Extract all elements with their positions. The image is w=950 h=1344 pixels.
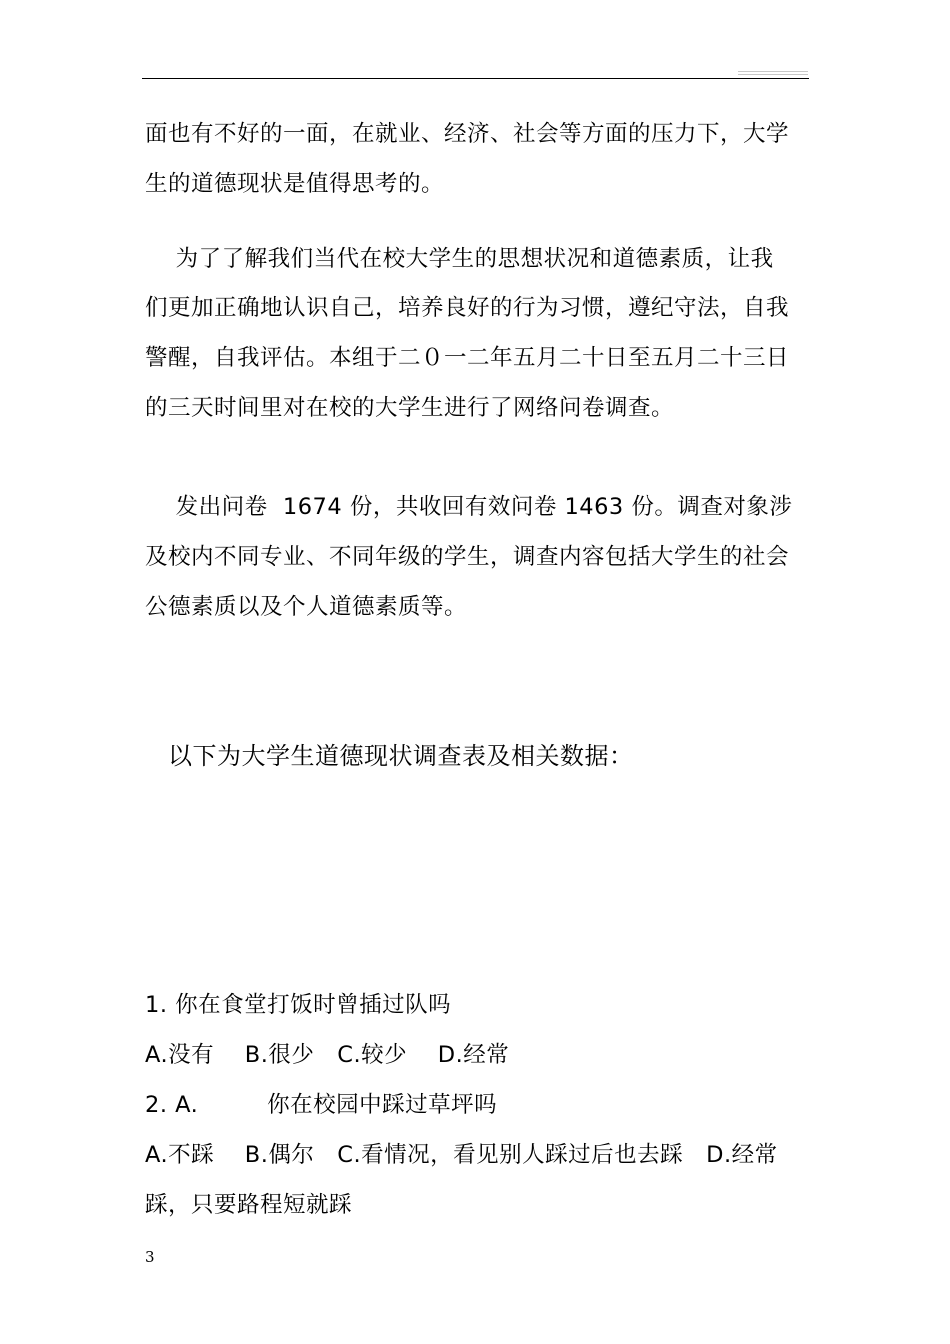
header-decoration-line bbox=[738, 71, 808, 72]
header-decoration-line bbox=[738, 74, 808, 75]
header-rule bbox=[142, 78, 809, 79]
paragraph-line: 及校内不同专业、不同年级的学生，调查内容包括大学生的社会 bbox=[145, 544, 790, 570]
paragraph-line: 发出问卷 1674 份，共收回有效问卷 1463 份。调查对象涉 bbox=[145, 494, 793, 520]
question-options: 踩，只要路程短就踩 bbox=[145, 1192, 353, 1218]
paragraph-line: 的三天时间里对在校的大学生进行了网络问卷调查。 bbox=[145, 395, 675, 421]
paragraph-line: 警醒，自我评估。本组于二０一二年五月二十日至五月二十三日 bbox=[145, 345, 790, 371]
page-number: 3 bbox=[145, 1248, 155, 1266]
section-heading: 以下为大学生道德现状调查表及相关数据： bbox=[168, 742, 634, 770]
question-options: A.不踩 B.偶尔 C.看情况，看见别人踩过后也去踩 D.经常 bbox=[145, 1142, 778, 1168]
paragraph-line: 面也有不好的一面，在就业、经济、社会等方面的压力下，大学 bbox=[145, 121, 790, 147]
paragraph-line: 们更加正确地认识自己，培养良好的行为习惯，遵纪守法，自我 bbox=[145, 295, 790, 321]
question-text: 1. 你在食堂打饭时曾插过队吗 bbox=[145, 992, 452, 1018]
question-options: A.没有 B.很少 C.较少 D.经常 bbox=[145, 1042, 510, 1068]
question-text: 2. A. 你在校园中踩过草坪吗 bbox=[145, 1092, 498, 1118]
paragraph-line: 为了了解我们当代在校大学生的思想状况和道德素质，让我 bbox=[145, 246, 774, 272]
paragraph-line: 生的道德现状是值得思考的。 bbox=[145, 171, 445, 197]
paragraph-line: 公德素质以及个人道德素质等。 bbox=[145, 594, 468, 620]
